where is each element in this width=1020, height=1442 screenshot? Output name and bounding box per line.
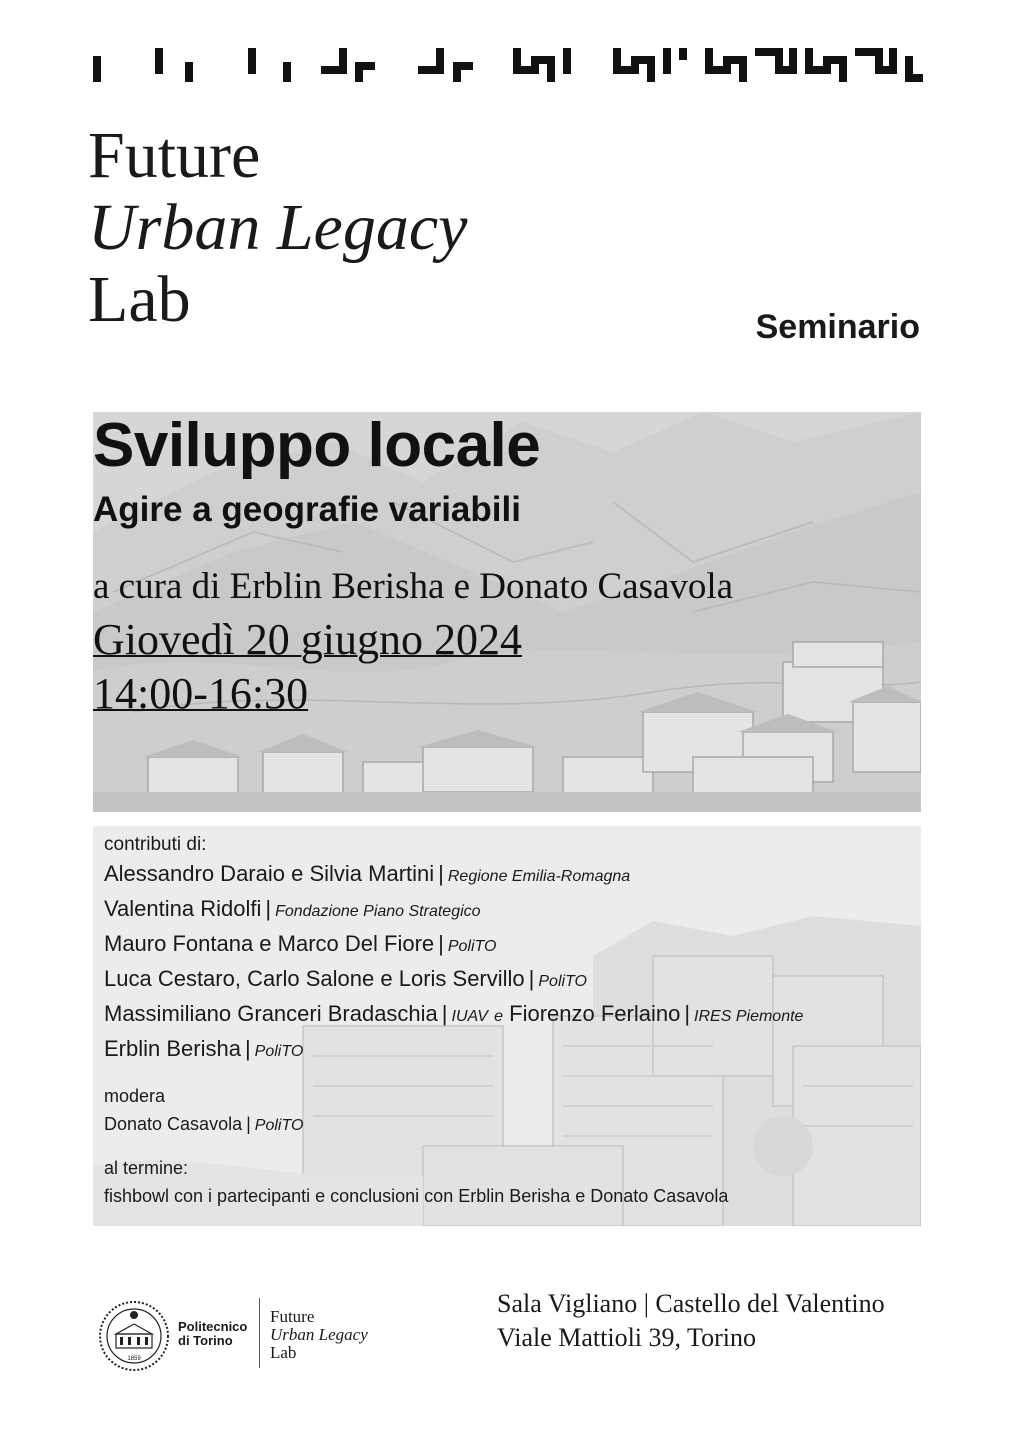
contributor-names-2: Fiorenzo Ferlaino	[509, 1001, 681, 1026]
event-time: 14:00-16:30	[93, 669, 309, 718]
separator: |	[684, 1001, 691, 1026]
separator: |	[438, 931, 444, 956]
separator: |	[528, 966, 535, 991]
lab-title-line3: Lab	[88, 263, 191, 336]
university-name	[178, 1320, 247, 1348]
contributor-names: Luca Cestaro, Carlo Salone e Loris Servillo	[104, 966, 525, 991]
university-line2: di Torino	[178, 1333, 233, 1348]
venue-line2: Viale Mattioli 39, Torino	[497, 1323, 756, 1352]
lab-title-line1: Future	[88, 119, 261, 192]
contributor-affiliation-2: IRES Piemonte	[694, 1008, 804, 1025]
lab-title	[88, 120, 467, 336]
contributor-affiliation: Fondazione Piano Strategico	[275, 903, 481, 920]
contributor-names: Valentina Ridolfi	[104, 896, 262, 921]
event-date: Giovedì 20 giugno 2024	[93, 615, 522, 664]
closing-text: fishbowl con i partecipanti e conclusioni con Erblin Berisha e Donato Casavola	[104, 1186, 729, 1206]
event-subtitle: Agire a geografie variabili	[93, 490, 521, 529]
lab-small-line3: Lab	[270, 1343, 297, 1362]
contributions-section	[104, 832, 914, 1210]
lab-logo-small	[270, 1308, 368, 1362]
event-title: Sviluppo locale	[93, 411, 541, 480]
moderator-label: modera	[104, 1086, 166, 1106]
contributor-names: Erblin Berisha	[104, 1036, 241, 1061]
lab-title-line2: Urban Legacy	[88, 191, 468, 264]
venue-line1: Sala Vigliano | Castello del Valentino	[497, 1289, 885, 1318]
closing-label: al termine:	[104, 1158, 189, 1178]
event-type-label: Seminario	[755, 308, 920, 346]
university-line1: Politecnico	[178, 1319, 248, 1334]
contributor-row	[104, 963, 914, 998]
separator: |	[438, 861, 444, 886]
joiner: e	[494, 1008, 504, 1025]
moderator-name: Donato Casavola	[104, 1114, 243, 1134]
separator: |	[441, 1001, 448, 1026]
lab-pattern-logo	[93, 44, 923, 84]
moderator-row	[104, 1110, 914, 1140]
contributor-row	[104, 928, 914, 963]
lab-small-line1: Future	[270, 1307, 315, 1326]
lab-small-line2: Urban Legacy	[270, 1325, 368, 1344]
venue	[497, 1287, 885, 1355]
separator: |	[265, 896, 272, 921]
contributor-row	[104, 1033, 914, 1068]
contributor-names: Alessandro Daraio e Silvia Martini	[104, 861, 435, 886]
contributor-affiliation: PoliTO	[447, 938, 497, 955]
contributor-names: Massimiliano Granceri Bradaschia	[104, 1001, 438, 1026]
contributor-affiliation: Regione Emilia-Romagna	[447, 868, 631, 885]
seal-year: 1859	[127, 1356, 141, 1362]
contributor-row	[104, 998, 914, 1033]
separator: |	[244, 1036, 251, 1061]
contributor-affiliation: PoliTO	[538, 973, 587, 990]
contributions-label: contributi di:	[104, 834, 207, 855]
contributor-affiliation: PoliTO	[254, 1043, 304, 1060]
moderator-affiliation: PoliTO	[254, 1117, 304, 1134]
contributor-affiliation: IUAV	[451, 1008, 488, 1025]
politecnico-seal-icon	[98, 1300, 170, 1372]
contributor-names: Mauro Fontana e Marco Del Fiore	[104, 931, 435, 956]
separator: |	[246, 1114, 251, 1134]
contributor-row	[104, 858, 914, 893]
contributor-row	[104, 893, 914, 928]
curated-by: a cura di Erblin Berisha e Donato Casavola	[93, 566, 734, 607]
divider	[259, 1298, 260, 1368]
